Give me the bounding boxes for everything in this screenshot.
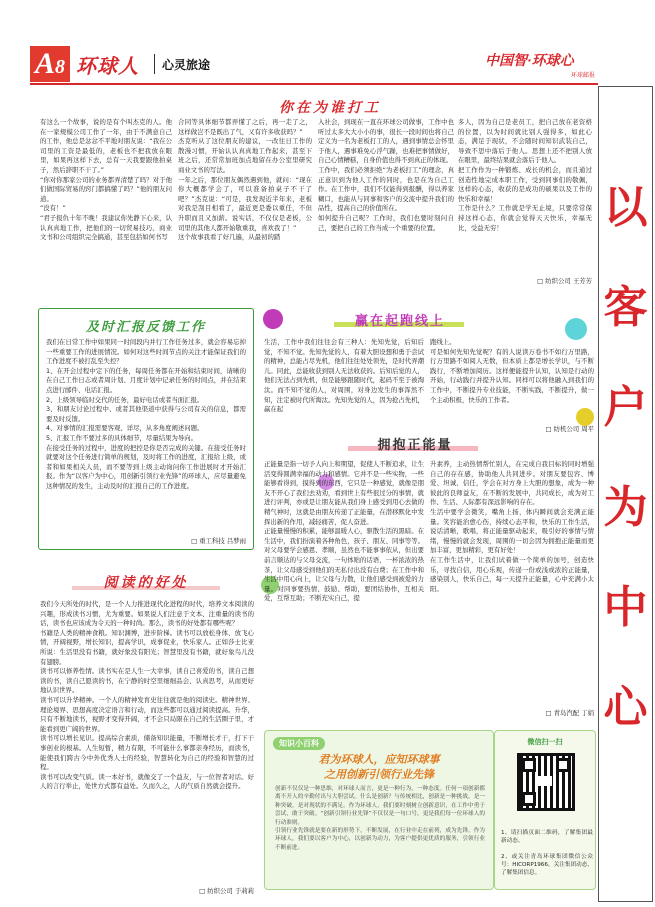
logo-text: 中国智·环球心 <box>485 52 574 68</box>
reading-body: 我们今天所处的时代，是一个人力推进现代化进程的时代，培养文本阅读的兴趣，形成读书习惯，尤为重要。如果说人们注意于文本、注重量的读书的话，读书也应该成为令天的一种时尚。那么，读书的好处都有哪些呢？ 书籍是人类的精神食粮。知识渊博，进步阶梯。读书可以放松身体、放飞心情，开阔视野，增长知识，提高学识，成事促业，快乐家人。正如莎士比亚所说：生活里没有书籍，就好象没有阳光；智慧里没有书籍，就好象鸟儿没有翅膀。 读书可以修养性情。读书实在是人生一大幸事，读自己喜爱的书，读自己想读的书，读自己愿读的书，在宁静的时空里细细品会、认真思考，从而更好地认识世界。 读书可以升华精神。一个人的精神发育史往往就是他的阅读史。精神世界、理论境界、思想高度决定语言和行动，而这些都可以通过阅读提高。升华，只有不断地读书，视野才变得开阔，才不会只局限在自己的生活圈子里，才能看到更广阔的世界。 读书可以增长见识。提高综合素质，储备知识能量，不断增长才干，打下干事创业的根基。人生短暂，精力有限，不可能什么事都亲身经历，而读书，能使我们跨古今中外优秀人士的经验，智慧转化为自己的经验和智慧的过程。 读书可以改变气质。读一本好书，就像交了一个益友，与一位智者对话。好人的言行举止，处世方式都有益处。久而久之，人的气质自然就会提升。 <box>40 600 254 791</box>
page-header <box>30 46 600 86</box>
whom-column-2: 合同等具体细节都弄懂了之后，再一走了之，这样做岂不是既出了气，又有许多收获吗？” 杰克听从了这位朋友的建议，一改往日工作的散漫习惯，开始认认真真地工作起来，甚至下班之后，还常常加班加点地留在办公室里研究商业文书的写法。 一年之后，那位朋友偶然遇到他，就问：“现在你大概都学会了，可以准备拍桌子不干了吧？”杰克说：“可是，我发现近半年来，老板对我是刮目相看了，最近更是委以重任，不但升职而且又加薪。说实话，不仅仅是老板，公司里的其他人都开始敬重我，喜欢我了！” 这个故事我看了好几遍，从最初的踏 <box>178 118 312 242</box>
race-column-1: 生活，工作中我们往往会有三种人：先知先觉，后知后觉，不知不觉。先知先觉的人，有着大胆设想和勇于尝试的精神，总能占尽先机，他们往往处处领先，是时代弄潮儿。同此，总能收获到别人无法收获的。后知后觉的人，他们无法占到先机，但是能够跟随时代，起码不至于被淘汰。而不知不觉的人，对周围，对身边发生的事浑然不知，注定被时代所淘汰。先知先觉的人，因为抢占先机，赢在起 <box>264 338 424 414</box>
embrace-title-wrap <box>340 434 490 454</box>
slogan-char: 为 <box>603 482 648 533</box>
reading-signature: □ 纺织公司 于莉莉 <box>199 887 254 895</box>
side-slogan-box <box>598 86 653 902</box>
qr-tag: 微信扫一扫 <box>527 738 563 746</box>
header-separator <box>154 54 155 74</box>
race-signature: □ 纺机公司 周平 <box>545 425 594 433</box>
feedback-signature: □ 重工科技 吕梦雨 <box>191 537 246 545</box>
slogan-char: 户 <box>603 382 648 433</box>
section-name: 环球人 <box>76 56 139 78</box>
race-column-2: 跑线上。 可是如何先知先觉呢？有的人说读万卷书不如行万里路，行万里路不如阅人无数，但本质上都是增长学识，与不断践行，不断增加阅历。这样便能提升认知，认知是行动的开始，行动践行并提升认知。同样可以将他融入到我们的工作中，不断提升专业技能，不断实践，不断提升，做一个主动积极，快乐的工作者。 <box>430 338 594 404</box>
qr-code-icon[interactable] <box>517 753 575 811</box>
slogan-char: 心 <box>603 682 648 733</box>
cyan-dot <box>565 318 587 340</box>
magenta-dot <box>263 309 283 329</box>
qr-caption-1: 1、请扫描页面二维码，了解集团最新动态。 <box>501 830 593 844</box>
race-title-wrap <box>330 310 470 330</box>
qr-caption-2: 2、或关注青岛环球集团微信公众号：HICORP1966，关注集团动态，了解集团信息。 <box>501 854 593 876</box>
embrace-signature: □ 青岛汽配 丁娟 <box>545 709 594 717</box>
reading-title-wrap <box>38 572 254 594</box>
knowledge-body: 创新不仅仅是一种思维，对环球人而言，更是一种行为，一种态度。任何一项创新都离不开人的辛勤付出与大胆尝试。什么是创新？与传统相比，创新是一种挑战，是一种突破，是对现状的不满足。作为环球人，我们要时刻树立创新意识，在工作中勇于尝试，敢于突破。“创新引领行业先锋”不仅仅是一句口号，更是我们每一位环球人的行动准则。 引领行业先锋就是要在新的形势下，不断发展，在行业中走在前列，成为先锋。作为环球人，我们要以客户为中心，以创新为动力，为客户提供更优质的服务，引领行业不断前进。 <box>275 786 485 851</box>
page-number: 8 <box>55 56 65 78</box>
page-letter: A <box>34 47 55 80</box>
qr-box <box>494 730 596 890</box>
embrace-column-2: 升素养，主动热情帮忙别人，在完成自我目标的同时增强自己的存在感，协助他人共同进步。对朋友要包容、博爱、坦诚、信任，学会在对方身上大胆的想象，成为一种彼此的良师益友，在不断的发展中，共同成长，成为对工作、生活、人际都有深远影响的存在。 生活中要学会微笑，嘴角上扬，体内瞬间就会充满正能量。笑容能治愈心伤，持续心态平和，快乐的工作生活，说话清晰，歌唱，将正能量驱动起来，吸引好的事情与情绪，慢慢的就会发现，周围的一切会因为拥抱正能量而更加丰富，更加精彩，更有好处！ 在工作生活中，让我们试着做一个简单的加号，创造快乐，寻找自信，用心乐观，传递一份或浅或浓的正能量，感染别人，快乐自己，每一天提升正能量，心中充满小太阳。 <box>430 460 594 593</box>
knowledge-box <box>264 730 494 890</box>
feedback-body: 我们在日常工作中如果同一时间段内并行工作任务过多，就会容易忘掉一些重要工作的进展情况。如何对这些时间节点的关注才能保证我们的工作进度不被打乱至失控？ 1、在开会过程中定下的任务，每周任务都在开始和结束时间，请晰的在自己工作日志或者周计划、月度计划中记录任务的时间点，并在结束点进行邮件、电话汇报。 2、上级领导临时交代的任务，最好电话或者当面汇报。 3、和朋友讨论过程中、或者其他渠道中获得与公司有关的信息，都需要及时反馈。 4、对事情的汇报需要客观、详尽，从多角度阐述问题。 5、汇报工作不要过多的具体细节，尽量结果为导向。 在接受任务的过程中，进度的把控是你是否完成的关键。在接受任务时就要对这个任务进行简单的规划，及时将工作的进度，汇报给上级，或者和如果相关人员，而不要等到上级主动询问你工作进展时才开始汇报。作为“以客户为中心，用创新引领行业先锋”的环球人，应尽量避免这种情况的发生，主动及时的汇报自己的工作进度。 <box>46 338 246 490</box>
whom-signature: □ 纺织公司 王芳芳 <box>537 277 592 285</box>
whom-column-3: 入社会，到现在一直在环球公司做事，工作中也听过太多大大小小的事，很长一段时间也将自己定义为一名为老板打工的人，遇到事情总会怀里于他人，遇事难免心浮气躁，也难把事情做好，自己心情糟糕，自身价值也得不到真正的体现。 工作中，我们必须拒绝“为老板打工”的理念，真正意识到为他人工作的同时，也是在为自己工作。在工作中，我们不仅能得到报酬，得以养家糊口，也能从与同事和客户的交流中提升我们的品性，提高自己的价值所在。 如何提升自己呢？工作时，我们也要时刻问自己，要把自己的工作当成一个重要的位置。 <box>318 118 454 232</box>
whom-column-4: 多人，因为自己是老员工，把自己放在老资格的位置，以为时间就比别人强得多，如此心态，满足于现状，不会随时间知识武装自己，导致不思中落后于他人。思想上还不把别人放在眼里，最终结果就会落后于他人。 把工作作为一种锻炼、成长的机会，而且通过创造性地完成本职工作，受到同事们的敬佩，这样的心态，收获的是成功的硕果以及工作的快乐和幸福！ 工作是什么？工作就是学无止境，只要常常保持这样心态，你就会觉得天天快乐，幸福无比，受益无穷！ <box>458 118 592 232</box>
column-name: 心灵旅途 <box>162 58 211 72</box>
page-letter-badge <box>30 46 70 82</box>
knowledge-tag: 知识小百科 <box>273 737 325 750</box>
article-title-whom: 你在为谁打工 <box>279 100 381 116</box>
article-title-feedback: 及时汇报反馈工作 <box>85 320 206 335</box>
header-rule <box>30 83 598 85</box>
slogan-char: 客 <box>603 282 648 333</box>
article-title-embrace: 拥抱正能量 <box>377 438 453 453</box>
slogan-char: 中 <box>603 582 648 633</box>
logo-sub: 环球邮报 <box>570 72 595 79</box>
embrace-column-1: 正能量是指一切予人向上和期望，促使人不断追求，让生活变得圆满幸福的动力和感情。它并不是一些实物，一些能够看得到，摸得到的东西，它只是一种感觉，就像是朋友不开心了我们去劝劝，看到世上有些很过分的事情，就进行评判，亦或是让朋友能从我们身上感受到用心去做的精气神时，这就是由朋友传递了正能量，在潜移默化中发挥出新的作用，减轻痛苦，促人奋进。 正能量慢慢的积累，能够温暖人心，驱散生活的黑暗。在生活中，我们扮演着各种角色，孩子、朋友、同事等等。对父母要学会感恩、孝顺，虽然也不能事事依从，但出要前言顺达的与父母交流，一句体贴的话语，一杯浓浓的热茶，让父母感受到他们的无私付出没有白费；在工作中和生活中用心向上，让父母与力散，让他们感受到被爱的力量。对同事要热情、鼓励、帮助，要团结协作，互相关爱，互帮互助；不断充实自己，提 <box>264 460 424 603</box>
knowledge-headline-1: 君为环球人，应知环球事 <box>318 753 440 766</box>
article-title-race: 赢在起跑线上 <box>354 314 445 329</box>
slogan-char: 以 <box>603 182 648 233</box>
knowledge-headline-2: 之用创新引领行业先锋 <box>324 768 434 781</box>
brand-logo <box>485 50 615 79</box>
whom-column-1: 有这么一个故事，说的是有个叫杰克的人。他在一家规模公司工作了一年，由于不满意自己的工作，他总是忿忿不平地对朋友说：“我在公司里的工资是最低的，老板也不把我放在眼里，如果再这样下去，总有一天我要跟他拍桌子，然后辞职不干了。” “你对你那家公司的业务都弄清楚了吗？对于他们做国际贸易的窍门都搞懂了吗？”他的朋友问道。 “没有！” “君子报仇十年不晚！我建议你先静下心来，认认真真地工作，把他们的一切贸易技巧、商业文书和公司组织完全搞通，甚至包括如何书写 <box>40 118 172 242</box>
article-title-reading: 阅读的好处 <box>103 575 189 591</box>
